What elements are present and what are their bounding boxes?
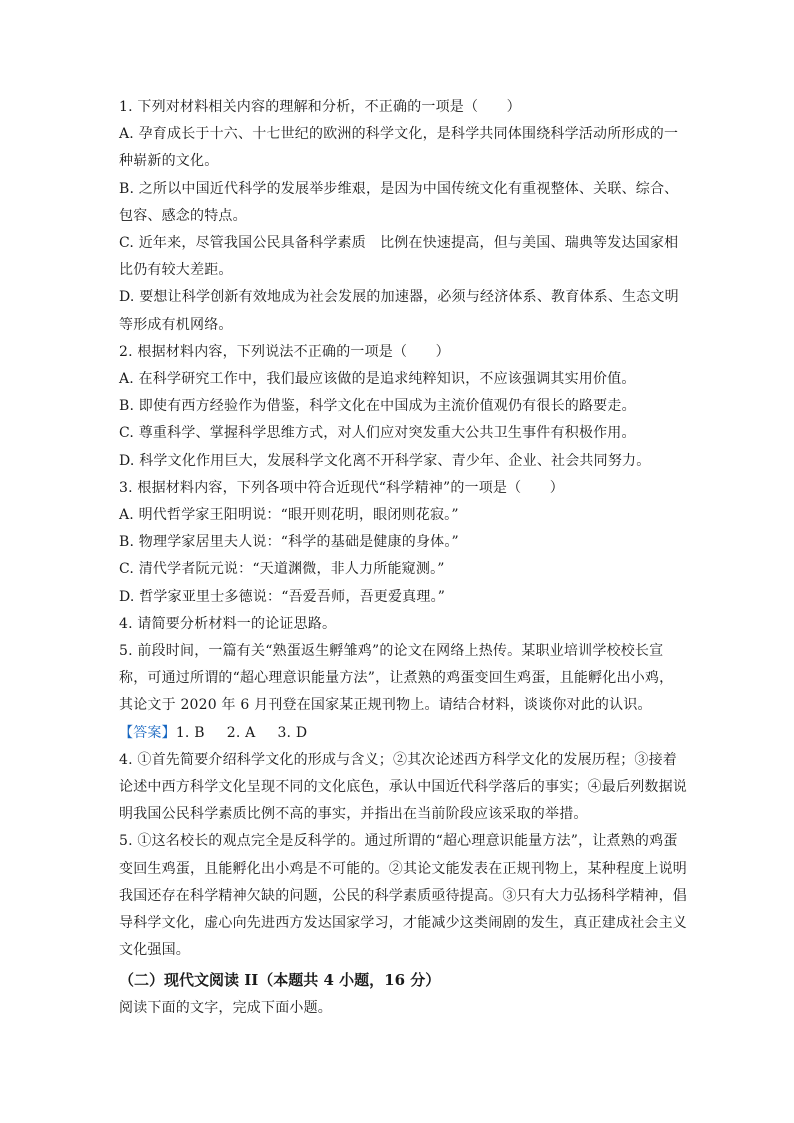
answer-1: 1. B — [175, 724, 205, 741]
question-5-line-1: 5. 前段时间，一篇有关“熟蛋返生孵雏鸡”的论文在网络上热传。某职业培训学校校长宣 — [119, 643, 664, 660]
answer-line — [119, 720, 679, 747]
question-1-option-b: B. 之所以中国近代科学的发展举步维艰，是因为中国传统文化有重视整体、关联、综合、 — [119, 180, 679, 197]
answer-tag: 【答案】 — [119, 724, 176, 741]
analysis-5-line-3: 我国还存在科学精神欠缺的问题，公民的科学素质亟待提高。③只有大力弘扬科学精神，倡 — [119, 887, 687, 904]
question-1-option-b-cont: 包容、感念的特点。 — [119, 207, 247, 224]
question-2-option-d: D. 科学文化作用巨大，发展科学文化离不开科学家、青少年、企业、社会共同努力。 — [119, 452, 651, 469]
analysis-4-line-2: 论述中西方科学文化呈现不同的文化底色，承认中国近代科学落后的事实；④最后列数据说 — [119, 779, 687, 796]
question-1-option-d: D. 要想让科学创新有效地成为社会发展的加速器，必须与经济体系、教育体系、生态文明 — [119, 289, 679, 306]
question-1-option-c: C. 近年来，尽管我国公民具备科学素质 比例在快速提高，但与美国、瑞典等发达国家相 — [119, 235, 679, 252]
question-3-option-a: A. 明代哲学家王阳明说：“眼开则花明，眼闭则花寂。” — [119, 507, 459, 524]
analysis-5-line-4: 导科学文化，虚心向先进西方发达国家学习，才能减少这类闹剧的发生，真正建成社会主义 — [119, 915, 687, 932]
question-3-option-b: B. 物理学家居里夫人说：“科学的基础是健康的身体。” — [119, 534, 459, 551]
question-5-line-2: 称，可通过所谓的“超心理意识能量方法”，让煮熟的鸡蛋变回生鸡蛋，且能孵化出小鸡， — [119, 670, 674, 687]
document-page — [119, 94, 687, 1022]
question-1-stem: 1. 下列对材料相关内容的理解和分析，不正确的一项是（ ） — [119, 99, 521, 115]
analysis-5-line-1: 5. ①这名校长的观点完全是反科学的。通过所谓的“超心理意识能量方法”，让煮熟的鸡蛋 — [119, 833, 678, 850]
question-2-option-a: A. 在科学研究工作中，我们最应该做的是追求纯粹知识，不应该强调其实用价值。 — [119, 371, 636, 388]
question-5-line-3: 其论文于 2020 年 6 月刊登在国家某正规刊物上。请结合材料，谈谈你对此的认识。 — [119, 697, 652, 714]
question-2-option-c: C. 尊重科学、掌握科学思维方式，对人们应对突发重大公共卫生事件有积极作用。 — [119, 425, 636, 442]
analysis-4-line-1: 4. ①首先简要介绍科学文化的形成与含义；②其次论述西方科学文化的发展历程；③接着 — [119, 751, 678, 768]
answer-3: 3. D — [277, 724, 308, 741]
analysis-5-line-5: 文化强国。 — [119, 942, 190, 959]
question-1-option-d-cont: 等形成有机网络。 — [119, 316, 233, 333]
analysis-5-line-2: 变回生鸡蛋，且能孵化出小鸡是不可能的。②其论文能发表在正规刊物上，某种程度上说明 — [119, 860, 687, 877]
question-3-option-d: D. 哲学家亚里士多德说：“吾爱吾师，吾更爱真理。” — [119, 588, 446, 605]
question-1-option-a: A. 孕育成长于十六、十七世纪的欧洲的科学文化，是科学共同体围绕科学活动所形成的一 — [119, 126, 679, 143]
question-1-option-c-cont: 比仍有较大差距。 — [119, 262, 233, 279]
question-2-stem: 2. 根据材料内容，下列说法不正确的一项是（ ） — [119, 343, 450, 360]
question-2-option-b: B. 即使有西方经验作为借鉴，科学文化在中国成为主流价值观仍有很长的路要走。 — [119, 398, 636, 415]
question-4-stem: 4. 请简要分析材料一的论证思路。 — [119, 615, 337, 632]
question-1-option-a-cont: 种崭新的文化。 — [119, 153, 219, 170]
question-3-option-c: C. 清代学者阮元说：“天道渊微，非人力所能窥测。” — [119, 561, 445, 578]
analysis-4-line-3: 明我国公民科学素质比例不高的事实，并指出在当前阶段应该采取的举措。 — [119, 806, 588, 823]
section-heading: （二）现代文阅读 II（本题共 4 小题，16 分） — [119, 970, 441, 989]
question-3-stem: 3. 根据材料内容，下列各项中符合近现代“科学精神”的一项是（ ） — [119, 479, 564, 496]
section-instruction: 阅读下面的文字，完成下面小题。 — [119, 999, 332, 1016]
answer-2: 2. A — [226, 724, 256, 741]
